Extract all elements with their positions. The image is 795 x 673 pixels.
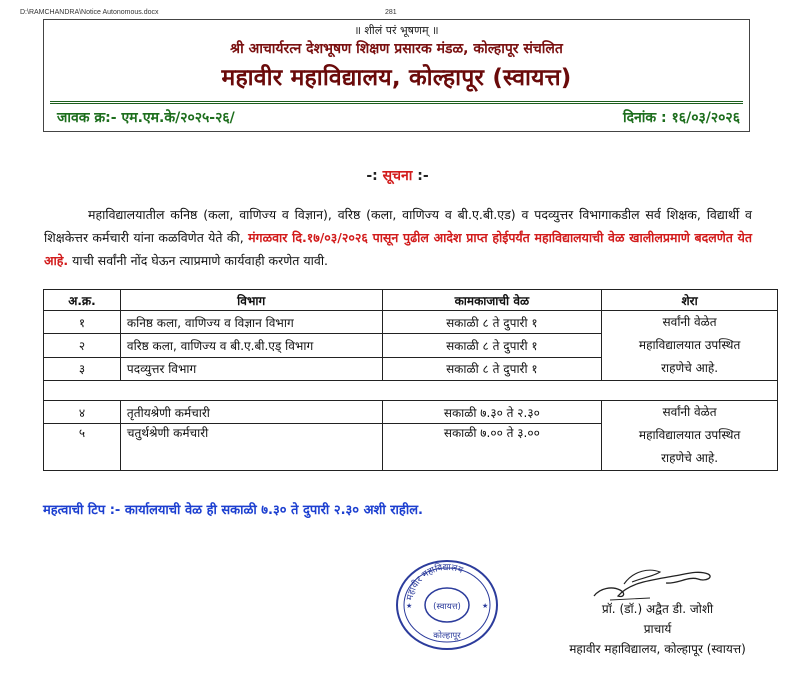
notice-date: दिनांक : १६/०३/२०२६ xyxy=(622,110,740,126)
remark-line: महाविद्यालयात उपस्थित xyxy=(638,428,741,442)
page-number: 281 xyxy=(385,9,397,16)
header-remark: शेरा xyxy=(602,290,778,311)
department-cell: पदव्युत्तर विभाग xyxy=(120,357,382,380)
signatory-designation: प्राचार्य xyxy=(643,622,672,636)
header-serial: अ.क्र. xyxy=(44,290,121,311)
table-spacer-row xyxy=(44,381,778,401)
outward-number: जावक क्र:- एम.एम.के/२०२५-२६/ xyxy=(57,110,235,126)
remark-line: राहणेचे आहे. xyxy=(661,451,719,465)
remark-line: सर्वांनी वेळेत xyxy=(662,405,717,419)
file-path-note: D:\RAMCHANDRA\Notice Autonomous.docx xyxy=(20,9,159,16)
serial-cell: ३ xyxy=(44,357,121,380)
remark-cell xyxy=(602,401,778,471)
time-cell: सकाळी ७.३० ते २.३० xyxy=(382,401,602,424)
notice-body-part1: महाविद्यालयातील कनिष्ठ (कला, वाणिज्य व विज्ञान), वरिष्ठ (कला, वाणिज्य व बी.ए.बी.एड) व पदव्युत्तर विभागाकडील सर्व शिक्षक, विद्यार्थी व शिक्षकेत्तर कर्मचारी यांना कळविणेत येते की, xyxy=(44,207,752,245)
spacer-cell xyxy=(44,381,778,401)
notice-heading xyxy=(0,166,795,185)
letterhead-rule xyxy=(50,101,743,102)
notice-body xyxy=(44,203,752,272)
time-cell: सकाळी ८ ते दुपारी १ xyxy=(382,357,602,380)
department-cell: तृतीयश्रेणी कर्मचारी xyxy=(120,401,382,424)
letterhead xyxy=(43,19,750,132)
principal-signature xyxy=(590,562,720,602)
notice-heading-word: सूचना xyxy=(382,168,413,184)
motto: ॥ शीलं परं भूषणम् ॥ xyxy=(354,24,439,37)
remark-line: राहणेचे आहे. xyxy=(661,361,719,375)
department-cell: कनिष्ठ कला, वाणिज्य व विज्ञान विभाग xyxy=(120,311,382,334)
remark-line: महाविद्यालयात उपस्थित xyxy=(638,338,741,352)
seal-outer-text: महावीर महाविद्यालय xyxy=(405,562,465,602)
time-cell: सकाळी ७.०० ते ३.०० xyxy=(382,424,602,471)
department-cell: वरिष्ठ कला, वाणिज्य व बी.ए.बी.एड् विभाग xyxy=(120,334,382,357)
seal-star-icon: ★ xyxy=(482,602,489,610)
notice-body-part2: याची सर्वांनी नोंद घेऊन त्याप्रमाणे कार्यवाही करणेत यावी. xyxy=(68,253,329,268)
notice-heading-right: :- xyxy=(412,168,429,184)
seal-city-text: कोल्हापूर xyxy=(433,631,461,641)
organization-name: श्री आचार्यरत्न देशभूषण शिक्षण प्रसारक मंडळ, कोल्हापूर संचलित xyxy=(230,41,563,57)
time-cell: सकाळी ८ ते दुपारी १ xyxy=(382,334,602,357)
college-seal xyxy=(394,558,500,652)
notice-heading-left: -: xyxy=(366,168,383,184)
serial-cell: ५ xyxy=(44,424,121,471)
timing-table xyxy=(43,289,778,471)
time-cell: सकाळी ८ ते दुपारी १ xyxy=(382,311,602,334)
remark-line: सर्वांनी वेळेत xyxy=(662,315,717,329)
table-header-row xyxy=(44,290,778,311)
header-department: विभाग xyxy=(120,290,382,311)
serial-cell: १ xyxy=(44,311,121,334)
letterhead-rule-secondary xyxy=(50,103,743,104)
serial-cell: ४ xyxy=(44,401,121,424)
remark-cell xyxy=(602,311,778,381)
seal-inner-text: (स्वायत्त) xyxy=(433,602,461,612)
notice-body-highlight: मंगळवार दि.१७/०३/२०२६ पासून पुढील आदेश प्राप्त होईपर्यंत महाविद्यालयाची वेळ खालीलप्रमाणे बदलणेत येत आहे. xyxy=(44,230,752,268)
important-tip: महत्वाची टिप :- कार्यालयाची वेळ ही सकाळी ७.३० ते दुपारी २.३० अशी राहील. xyxy=(43,503,423,518)
seal-star-icon: ★ xyxy=(406,602,413,610)
signatory-name: प्रॉ. (डॉ.) अद्वैत डी. जोशी xyxy=(601,602,714,616)
college-name: महावीर महाविद्यालय, कोल्हापूर (स्वायत्त) xyxy=(221,65,572,91)
department-cell: चतुर्थश्रेणी कर्मचारी xyxy=(120,424,382,471)
header-working-time: कामकाजाची वेळ xyxy=(382,290,602,311)
table-row xyxy=(44,401,778,424)
serial-cell: २ xyxy=(44,334,121,357)
signatory-college: महावीर महाविद्यालय, कोल्हापूर (स्वायत्त) xyxy=(569,642,746,656)
table-row xyxy=(44,311,778,334)
